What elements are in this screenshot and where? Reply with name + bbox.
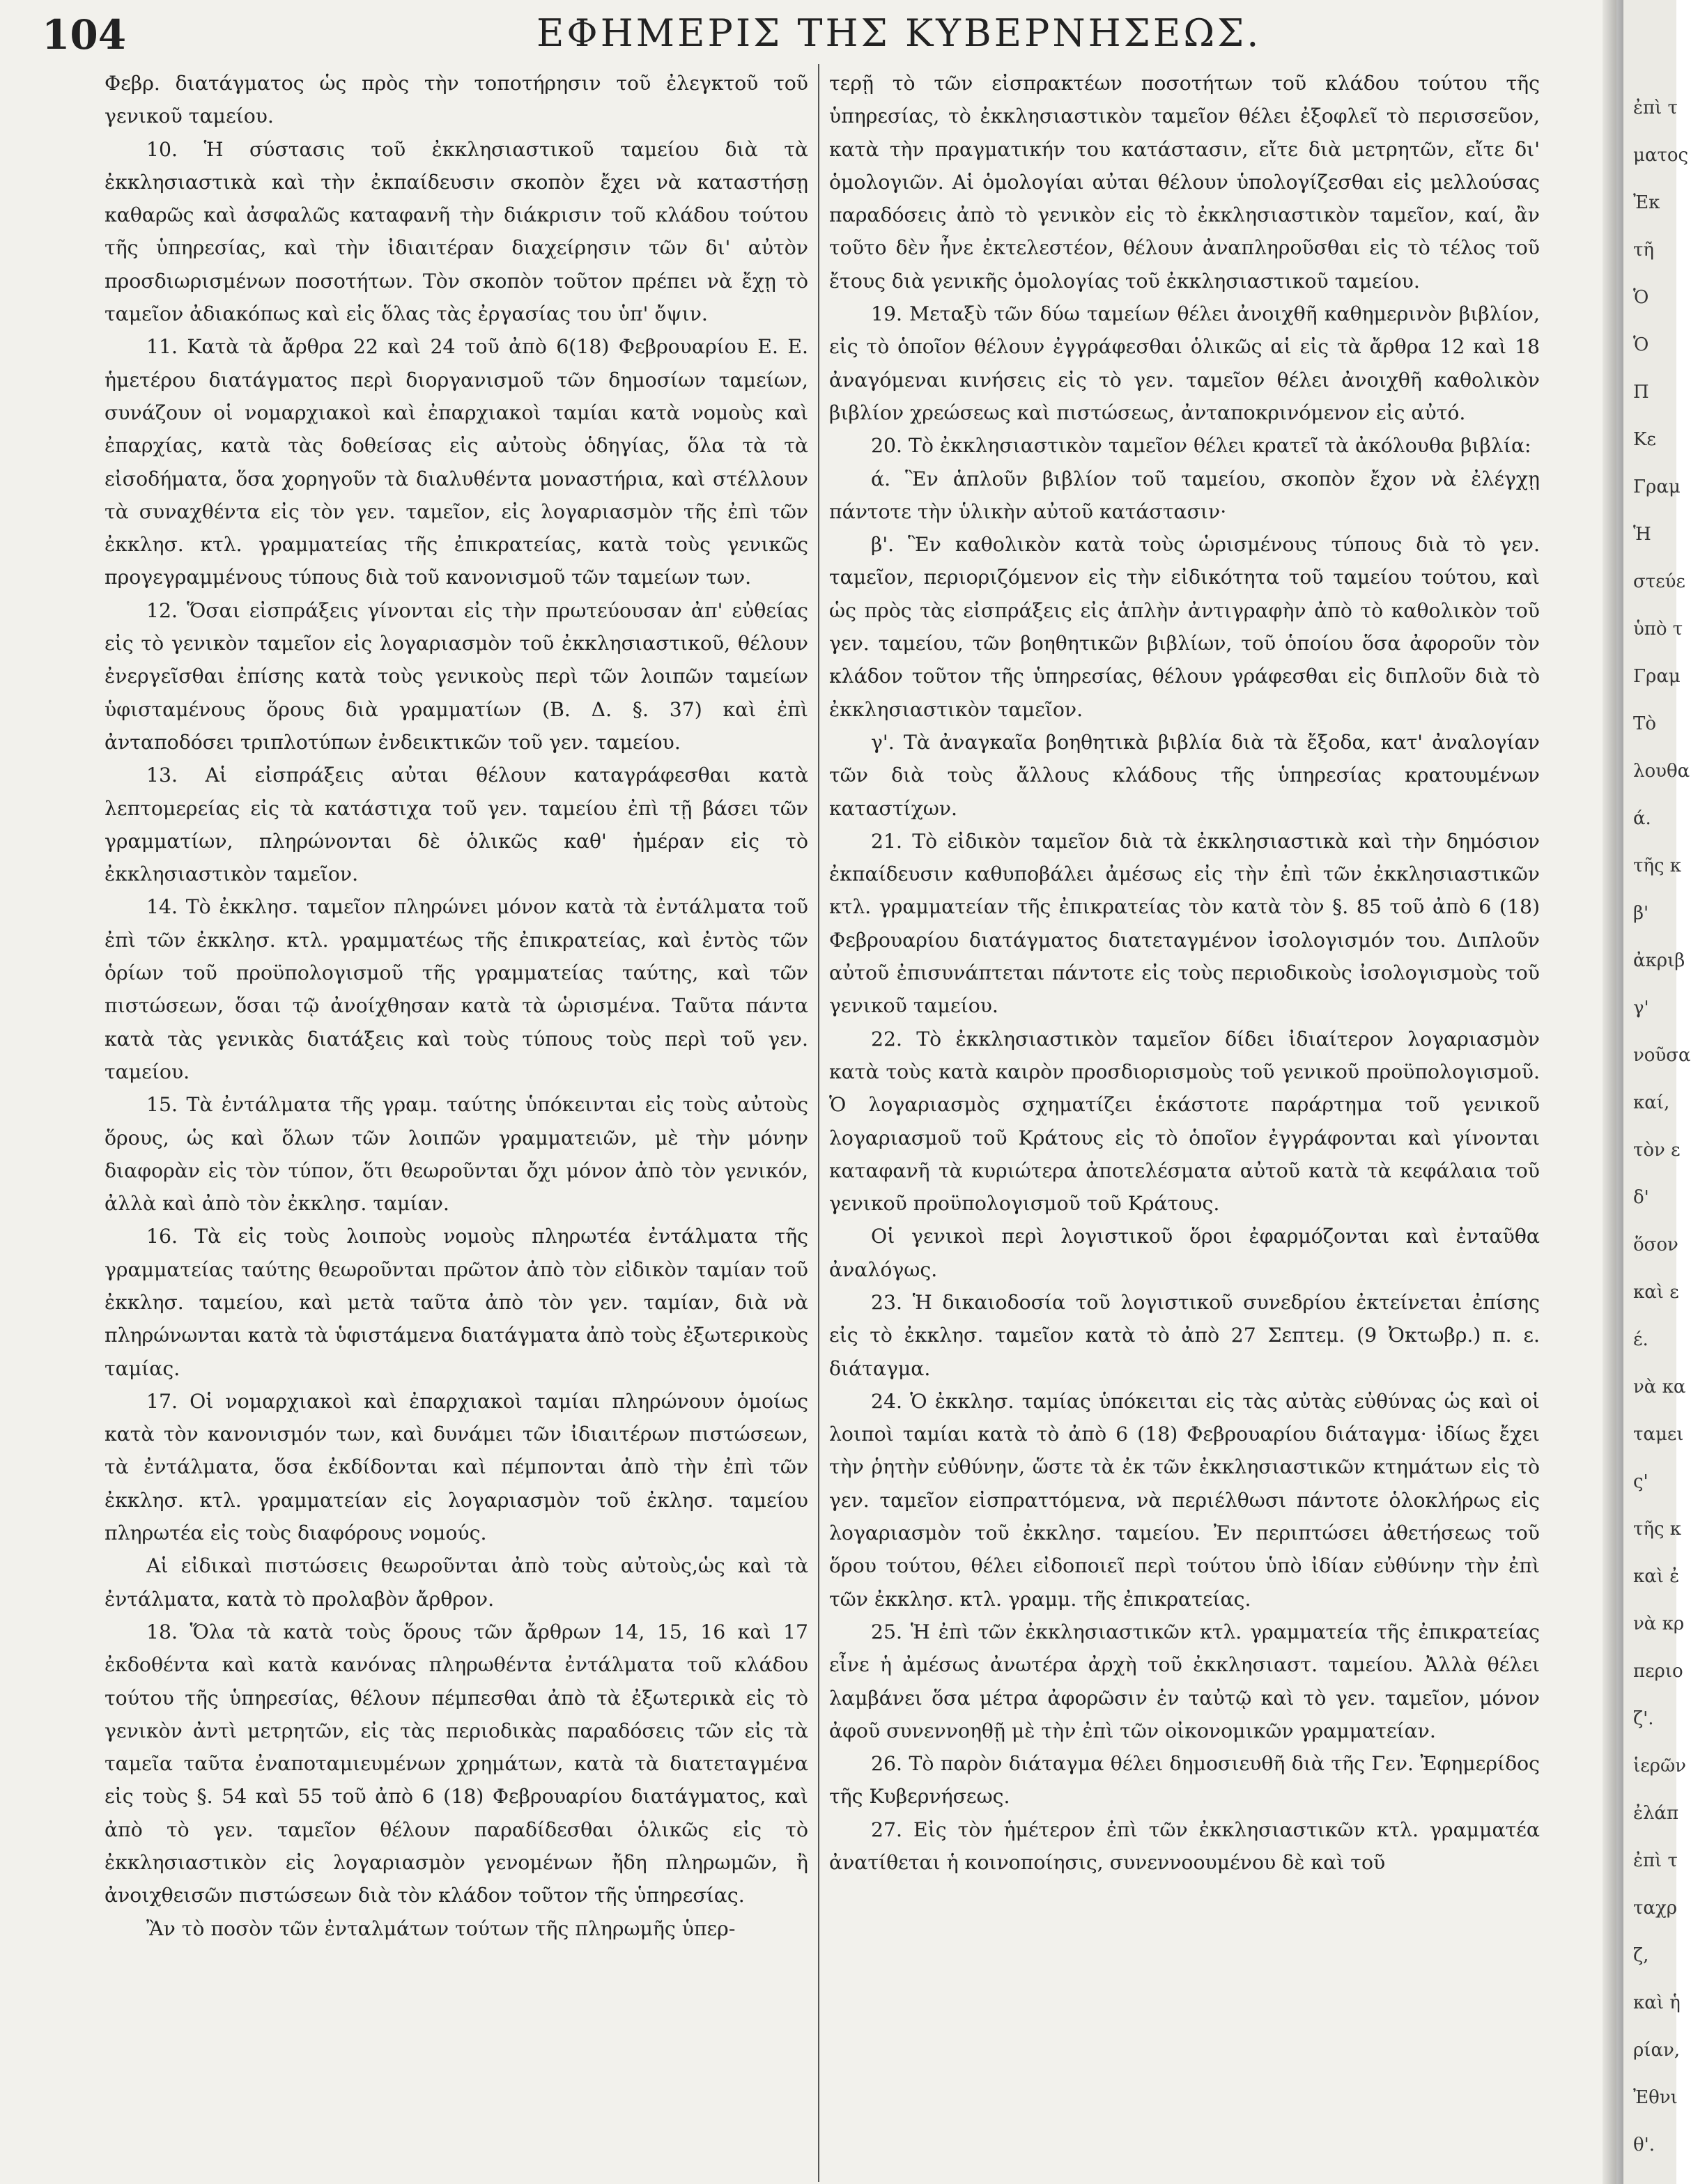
next-page-fragment: Γραμ bbox=[1633, 477, 1681, 497]
next-page-fragment: τῆ bbox=[1633, 240, 1654, 261]
column-divider bbox=[818, 64, 819, 2182]
next-page-fragment: στεύε bbox=[1633, 571, 1685, 592]
article-16: 16. Τὰ εἰς τοὺς λοιποὺς νομοὺς πληρωτέα ἐντάλματα τῆς γραμματείας ταύτης θεωροῦνται πρῶτον ἀπὸ τὸν εἰδικὸν ταμίαν τοῦ ἐκκλησ. ταμείου, καὶ μετὰ ταῦτα ἀπὸ τὸν γεν. ταμίαν, διὰ νὰ πληρώνωνται κατὰ τὰ ὑφιστάμενα διατάγματα ἀπὸ τοὺς ἐξωτερικοὺς ταμίας. bbox=[105, 1225, 808, 1380]
paragraph: Ἂν τὸ ποσὸν τῶν ἐνταλμάτων τούτων τῆς πληρωμῆς ὑπερ- bbox=[146, 1916, 736, 1940]
next-page-fragment: ἐπὶ τ bbox=[1633, 98, 1678, 118]
article-19: 19. Μεταξὺ τῶν δύω ταμείων θέλει ἀνοιχθῆ καθημερινὸν βιβλίον, εἰς τὸ ὁποῖον θέλουν ἐγγράφεσθαι ὁλικῶς αἱ εἰς τὰ ἄρθρα 12 καὶ 18 ἀναγόμεναι κινήσεις εἰς τὸ γεν. ταμεῖον θέλει ἀνοιχθῆ καθολικὸν βιβλίον χρεώσεως καὶ πιστώσεως, ἀνταποκρινόμενον εἰς αὐτό. bbox=[829, 302, 1540, 424]
list-item-b: β'. Ἓν καθολικὸν κατὰ τοὺς ὡρισμένους τύπους διὰ τὸ γεν. ταμεῖον, περιοριζόμενον εἰς τὴν εἰδικότητα τοῦ ταμείου τούτου, καὶ ὡς πρὸς τὰς εἰσπράξεις εἰς ἁπλὴν ἀντιγραφὴν ἀπὸ τὸ καθολικὸν τοῦ γεν. ταμείου, τῶν βοηθητικῶν βιβλίων, τοῦ ὁποίου ὅσα ἀφοροῦν τὸν κλάδον τοῦτον τῆς ὑπηρεσίας, θέλουν γράφεσθαι εἰς διπλοῦν διὰ τὸ ἐκκλησιαστικὸν ταμεῖον. bbox=[829, 533, 1540, 721]
next-page-fragment: ἐπὶ τ bbox=[1633, 1850, 1678, 1871]
paragraph: Αἱ εἰδικαὶ πιστώσεις θεωροῦνται ἀπὸ τοὺς αὐτοὺς,ὡς καὶ τὰ ἐντάλματα, κατὰ τὸ προλαβὸν ἄρθρον. bbox=[105, 1554, 808, 1611]
article-20: 20. Τὸ ἐκκλησιαστικὸν ταμεῖον θέλει κρατεῖ τὰ ἀκόλουθα βιβλία: bbox=[871, 434, 1531, 458]
paragraph: τερῇ τὸ τῶν εἰσπρακτέων ποσοτήτων τοῦ κλάδου τούτου τῆς ὑπηρεσίας, τὸ ἐκκλησιαστικὸν ταμεῖον θέλει ἐξοφλεῖ τὸ περισσεῦον, κατὰ τὴν πραγματικήν του κατάστασιν, εἴτε διὰ μετρητῶν, εἴτε δι' ὁμολογιῶν. Αἱ ὁμολογίαι αὐται θέλουν ὑπολογίζεσθαι εἰς μελλούσας παραδόσεις ἀπὸ τὸ γενικὸν εἰς τὸ ἐκκλησιαστικὸν ταμεῖον, καί, ἂν τοῦτο δὲν ἦνε ἐκτελεστέον, θέλουν ἀναπληροῦσθαι εἰς τὸ τέλος τοῦ ἔτους διὰ γενικῆς ὁμολογίας τοῦ ἐκκλησιαστικοῦ ταμείου. bbox=[829, 72, 1540, 293]
article-26: 26. Τὸ παρὸν διάταγμα θέλει δημοσιευθῆ διὰ τῆς Γεν. Ἐφημερίδος τῆς Κυβερνήσεως. bbox=[829, 1752, 1540, 1809]
next-page-fragment: ταχρ bbox=[1633, 1898, 1677, 1919]
article-18: 18. Ὅλα τὰ κατὰ τοὺς ὅρους τῶν ἄρθρων 14, 15, 16 καὶ 17 ἐκδοθέντα καὶ κατὰ κανόνας πληρωθέντα ἐντάλματα τοῦ κλάδου τούτου τῆς ὑπηρεσίας, θέλουν πέμπεσθαι ἀπὸ τὰ ἐξωτερικὰ εἰς τὸ γενικὸν ἀντὶ μετρητῶν, εἰς τὰς περιοδικὰς παραδόσεις τῶν εἰς τὰ ταμεῖα ταῦτα ἐναποταμιευμένων χρημάτων, κατὰ τὰ διατεταγμένα εἰς τοὺς §. 54 καὶ 55 τοῦ ἀπὸ 6 (18) Φεβρουαρίου διατάγματος, καὶ ἀπὸ τὸ γεν. ταμεῖον θέλουν παραδίδεσθαι ὁλικῶς εἰς τὸ ἐκκλησιαστικὸν εἰς λογαριασμὸν γενομένων ἤδη πληρωμῶν, ἢ ἀνοιχθεισῶν πιστώσεων διὰ τὸν κλάδον τοῦτον τῆς ὑπηρεσίας. bbox=[105, 1620, 808, 1907]
list-item-a: ά. Ἓν ἁπλοῦν βιβλίον τοῦ ταμείου, σκοπὸν ἔχον νὰ ἐλέγχῃ πάντοτε τὴν ὑλικὴν αὐτοῦ κατάστασιν· bbox=[829, 467, 1540, 523]
article-15: 15. Τὰ ἐντάλματα τῆς γραμ. ταύτης ὑπόκεινται εἰς τοὺς αὐτοὺς ὅρους, ὡς καὶ ὅλων τῶν λοιπῶν γραμματειῶν, μὲ τὴν μόνην διαφορὰν εἰς τὸν τύπον, ὅτι θεωροῦνται ὄχι μόνον ἀπὸ τὸν γενικόν, ἀλλὰ καὶ ἀπὸ τὸν ἐκκλησ. ταμίαν. bbox=[105, 1093, 808, 1216]
next-page-edge bbox=[1623, 0, 1691, 2184]
page-number: 104 bbox=[42, 11, 127, 59]
next-page-fragment: Ἐκ bbox=[1633, 192, 1660, 213]
next-page-fragment: ς' bbox=[1633, 1471, 1648, 1492]
article-10: 10. Ἡ σύστασις τοῦ ἐκκλησιαστικοῦ ταμείου διὰ τὰ ἐκκλησιαστικὰ καὶ τὴν ἐκπαίδευσιν σκοπὸν ἔχει νὰ καταστήσῃ καθαρῶς καὶ ἀσφαλῶς καταφανῆ τὴν διάκρισιν τοῦ κλάδου τούτου τῆς ὑπηρεσίας, καὶ τὴν ἰδιαιτέραν διαχείρησιν τῶν δι' αὐτὸν προσδιωρισμένων ποσοτήτων. Τὸν σκοπὸν τοῦτον πρέπει νὰ ἔχῃ τὸ ταμεῖον ἀδιακόπως καὶ εἰς ὅλας τὰς ἐργασίας του ὑπ' ὄψιν. bbox=[105, 137, 808, 326]
next-page-fragment: ἐλάπ bbox=[1633, 1803, 1679, 1824]
article-13: 13. Αἱ εἰσπράξεις αὐται θέλουν καταγράφεσθαι κατὰ λεπτομερείας εἰς τὰ κατάστιχα τοῦ γεν. ταμείου ἐπὶ τῇ βάσει τῶν γραμματίων, πληρώνονται δὲ ὁλικῶς καθ' ἡμέραν εἰς τὸ ἐκκλησιαστικὸν ταμεῖον. bbox=[105, 764, 808, 886]
right-column bbox=[829, 67, 1540, 1879]
next-page-fragment: Γραμ bbox=[1633, 666, 1681, 687]
next-page-fragment: νὰ κρ bbox=[1633, 1613, 1685, 1634]
next-page-fragment: ζ, bbox=[1633, 1945, 1649, 1966]
next-page-fragment: γ' bbox=[1633, 998, 1649, 1019]
article-25: 25. Ἡ ἐπὶ τῶν ἐκκλησιαστικῶν κτλ. γραμματεία τῆς ἐπικρατείας εἶνε ἡ ἀμέσως ἀνωτέρα ἀρχὴ τοῦ ἐκκλησιαστ. ταμείου. Ἀλλὰ θέλει λαμβάνει ὅσα μέτρα ἀφορῶσιν ἐν ταὐτῷ καὶ τὸ γεν. ταμεῖον, μόνον ἀφοῦ συνεννοηθῇ μὲ τὴν ἐπὶ τῶν οἰκονομικῶν γραμματείαν. bbox=[829, 1620, 1540, 1742]
article-22: 22. Τὸ ἐκκλησιαστικὸν ταμεῖον δίδει ἰδιαίτερον λογαριασμὸν κατὰ τοὺς κατὰ καιρὸν προσδιορισμοὺς τοῦ γενικοῦ προϋπολογισμοῦ. Ὁ λογαριασμὸς σχηματίζει ἑκάστοτε παράρτημα τοῦ γενικοῦ λογαριασμοῦ τοῦ Κράτους εἰς τὸ ὁποῖον ἐγγράφονται καὶ γίνονται καταφανῆ τὰ κυριώτερα ἀποτελέσματα αὐτοῦ κατὰ τὰ κεφάλαια τοῦ γενικοῦ προϋπολογισμοῦ τοῦ Κράτους. bbox=[829, 1027, 1540, 1216]
left-column bbox=[105, 67, 808, 1945]
next-page-fragment: νὰ κα bbox=[1633, 1377, 1686, 1397]
article-12: 12. Ὅσαι εἰσπράξεις γίνονται εἰς τὴν πρωτεύουσαν ἀπ' εὐθείας εἰς τὸ γενικὸν ταμεῖον εἰς λογαριασμὸν τοῦ ἐκκλησιαστικοῦ, θέλουν ἐνεργεῖσθαι ἐπίσης κατὰ τοὺς γενικοὺς περὶ τῶν λοιπῶν ταμείων ὑφισταμένους ὅρους διὰ γραμματίων (Β. Δ. §. 37) καὶ ἐπὶ ἀνταποδόσει τριπλοτύπων ἐνδεικτικῶν τοῦ γεν. ταμείου. bbox=[105, 598, 808, 754]
next-page-fragment: ά. bbox=[1633, 808, 1651, 829]
next-page-fragment: τῆς κ bbox=[1633, 855, 1682, 876]
next-page-fragment: θ'. bbox=[1633, 2135, 1655, 2155]
next-page-fragment: Ἡ bbox=[1633, 524, 1651, 545]
next-page-fragment: καὶ ἡ bbox=[1633, 1992, 1681, 2013]
next-page-fragment: καὶ ε bbox=[1633, 1282, 1679, 1303]
next-page-fragment: ρίαν, bbox=[1633, 2040, 1681, 2061]
next-page-fragment: νοῦσα bbox=[1633, 1045, 1691, 1066]
next-page-fragment: περιο bbox=[1633, 1661, 1683, 1682]
article-23: 23. Ἡ δικαιοδοσία τοῦ λογιστικοῦ συνεδρίου ἐκτείνεται ἐπίσης εἰς τὸ ἐκκλησ. ταμεῖον κατὰ τὸ ἀπὸ 27 Σεπτεμ. (9 Ὀκτωβρ.) π. ε. διάταγμα. bbox=[829, 1290, 1540, 1380]
next-page-fragment: καί, bbox=[1633, 1092, 1670, 1113]
next-page-fragment: Ὁ bbox=[1633, 287, 1649, 308]
next-page-fragment: ἀκριβ bbox=[1633, 950, 1685, 971]
next-page-fragment: ζ'. bbox=[1633, 1708, 1654, 1729]
next-page-fragment: Π bbox=[1633, 382, 1649, 403]
next-page-fragment: Τὸ bbox=[1633, 713, 1656, 734]
paragraph: Οἱ γενικοὶ περὶ λογιστικοῦ ὅροι ἐφαρμόζονται καὶ ἐνταῦθα ἀναλόγως. bbox=[829, 1225, 1540, 1281]
next-page-fragment: ἱερῶν bbox=[1633, 1756, 1686, 1776]
article-17: 17. Οἱ νομαρχιακοὶ καὶ ἐπαρχιακοὶ ταμίαι πληρώνουν ὁμοίως κατὰ τὸν κανονισμόν των, καὶ δυνάμει τῶν ἰδιαιτέρων πιστώσεων, τὰ ἐντάλματα, ὅσα ἐκδίδονται καὶ πέμπονται ἀπὸ τὴν ἐπὶ τῶν ἐκκλησ. κτλ. γραμματείαν εἰς λογαριασμὸν τοῦ ἐκλησ. ταμείου πληρωτέα εἰς τοὺς διαφόρους νομούς. bbox=[105, 1389, 808, 1545]
binding-gutter bbox=[1603, 0, 1623, 2184]
next-page-fragment: Ὁ bbox=[1633, 334, 1649, 355]
article-14: 14. Τὸ ἐκκλησ. ταμεῖον πληρώνει μόνον κατὰ τὰ ἐντάλματα τοῦ ἐπὶ τῶν ἐκκλησ. κτλ. γραμματέως τῆς ἐπικρατείας, καὶ ἐντὸς τῶν ὁρίων τοῦ προϋπολογισμοῦ τῆς γραμματείας ταύτης, καὶ τῶν πιστώσεων, ὅσαι τῷ ἀνοίχθησαν κατὰ τὰ ὡρισμένα. Ταῦτα πάντα κατὰ τὰς γενικὰς διατάξεις καὶ τοὺς τύπους τοὺς περὶ τοῦ γεν. ταμείου. bbox=[105, 895, 808, 1083]
list-item-c: γ'. Τὰ ἀναγκαῖα βοηθητικὰ βιβλία διὰ τὰ ἔξοδα, κατ' ἀναλογίαν τῶν διὰ τοὺς ἄλλους κλάδους τῆς ὑπηρεσίας κρατουμένων καταστίχων. bbox=[829, 730, 1540, 820]
next-page-fragment: δ' bbox=[1633, 1187, 1649, 1208]
next-page-fragment: ματος bbox=[1633, 145, 1689, 166]
article-11: 11. Κατὰ τὰ ἄρθρα 22 καὶ 24 τοῦ ἀπὸ 6(18) Φεβρουαρίου Ε. Ε. ἡμετέρου διατάγματος περὶ διοργανισμοῦ τῶν δημοσίων ταμείων, συνάζουν οἱ νομαρχιακοὶ καὶ ἐπαρχιακοὶ ταμίαι κατὰ νομοὺς καὶ ἐπαρχίας, κατὰ τὰς δοθείσας εἰς αὐτοὺς ὁδηγίας, ὅλα τὰ τὰ εἰσοδήματα, ὅσα χορηγοῦν τὰ διαλυθέντα μοναστήρια, καὶ στέλλουν τὰ συναχθέντα εἰς τὸν γεν. ταμεῖον, εἰς λογαριασμὸν τῆς ἐπὶ τῶν ἐκκλησ. κτλ. γραμματείας τῆς ἐπικρατείας, κατὰ τοὺς γενικῶς προγεγραμμένους τύπους διὰ τοῦ κανονισμοῦ τῶν ταμείων των. bbox=[105, 335, 808, 589]
page-header bbox=[28, 6, 1582, 72]
next-page-fragment: ταμει bbox=[1633, 1424, 1684, 1445]
article-27: 27. Εἰς τὸν ἡμέτερον ἐπὶ τῶν ἐκκλησιαστικῶν κτλ. γραμματέα ἀνατίθεται ἡ κοινοποίησις, συνεννοουμένου δὲ καὶ τοῦ bbox=[829, 1818, 1540, 1875]
next-page-fragment: Ἐθνι bbox=[1633, 2087, 1678, 2108]
paragraph: Φεβρ. διατάγματος ὡς πρὸς τὴν τοποτήρησιν τοῦ ἐλεγκτοῦ τοῦ γενικοῦ ταμείου. bbox=[105, 72, 808, 128]
next-page-fragment: Κε bbox=[1633, 429, 1656, 450]
next-page-fragment: τὸν ε bbox=[1633, 1140, 1681, 1161]
next-page-fragment: β' bbox=[1633, 903, 1649, 924]
next-page-fragment: ὅσον bbox=[1633, 1234, 1678, 1255]
article-24: 24. Ὁ ἐκκλησ. ταμίας ὑπόκειται εἰς τὰς αὐτὰς εὐθύνας ὡς καὶ οἱ λοιποὶ ταμίαι κατὰ τὸ ἀπὸ 6 (18) Φεβρουαρίου διάταγμα· ἰδίως ἔχει τὴν ῥητὴν εὐθύνην, ὥστε τὰ ἐκ τῶν ἐκκλησιαστικῶν κτημάτων εἰς τὸ γεν. ταμεῖον εἰσπραττόμενα, νὰ περιέλθωσι πάντοτε ὁλοκλήρως εἰς λογαριασμὸν τοῦ ἐκκλησ. ταμείου. Ἐν περιπτώσει ἀθετήσεως τοῦ ὅρου τούτου, θέλει εἰδοποιεῖ περὶ τούτου ὑπὸ ἰδίαν εὐθύνην τὴν ἐπὶ τῶν ἐκκλησ. κτλ. γραμμ. τῆς ἐπικρατείας. bbox=[829, 1389, 1540, 1611]
next-page-fragment: τῆς κ bbox=[1633, 1519, 1682, 1540]
next-page-fragment: καὶ ἐ bbox=[1633, 1566, 1680, 1587]
running-title: ΕΦΗΜΕΡΙΣ ΤΗΣ ΚΥΒΕΡΝΗΣΕΩΣ. bbox=[536, 11, 1262, 55]
next-page-fragment: έ. bbox=[1633, 1329, 1648, 1350]
next-page-fragment: λουθα bbox=[1633, 761, 1690, 782]
next-page-fragment: ὑπὸ τ bbox=[1633, 619, 1683, 640]
article-21: 21. Τὸ εἰδικὸν ταμεῖον διὰ τὰ ἐκκλησιαστικὰ καὶ τὴν δημόσιον ἐκπαίδευσιν καθυποβάλει ἀμέσως εἰς τὴν ἐπὶ τῶν ἐκκλησιαστικῶν κτλ. γραμματείαν τῆς ἐπικρατείας τὸν κατὰ τὸν §. 85 τοῦ ἀπὸ 6 (18) Φεβρουαρίου διατάγματος διατεταγμένον ἰσολογισμόν του. Διπλοῦν αὐτοῦ ἐπισυνάπτεται πάντοτε εἰς τοὺς περιοδικοὺς ἰσολογισμοὺς τοῦ γενικοῦ ταμείου. bbox=[829, 829, 1540, 1018]
